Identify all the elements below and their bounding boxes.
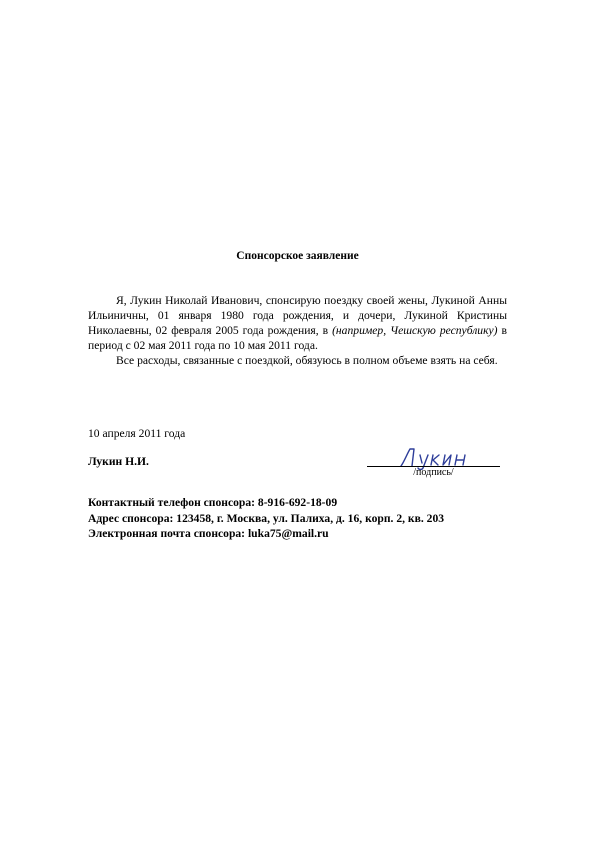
paragraph-sponsorship [88,293,507,353]
paragraph-sponsorship-text-b: в период с 02 мая 2011 года по 10 мая 2011 года. [88,324,507,352]
signature-caption: /подпись/ [413,467,454,478]
document-body [88,293,507,368]
sponsor-email: Электронная почта спонсора: luka75@mail.ru [88,527,329,540]
sponsor-phone: Контактный телефон спонсора: 8-916-692-18-09 [88,496,338,509]
signer-name: Лукин Н.И. [88,455,149,468]
paragraph-sponsorship-example: (например, Чешскую республику) [332,324,498,337]
document-title: Спонсорское заявление [236,250,359,262]
document-date: 10 апреля 2011 года [88,427,186,440]
sponsor-contacts [88,495,444,542]
paragraph-expenses: Все расходы, связанные с поездкой, обязуюсь в полном объеме взять на себя. [116,354,498,367]
paragraph-sponsorship-text-a: Я, Лукин Николай Иванович, спонсирую поездку своей жены, Лукиной Анны Ильиничны, 01 января 1980 года рождения, и дочери, Лукиной Кристины Николаевны, 02 февраля 2005 года рождения, в [88,294,507,337]
sponsor-address: Адрес спонсора: 123458, г. Москва, ул. Палиха, д. 16, корп. 2, кв. 203 [88,511,445,525]
